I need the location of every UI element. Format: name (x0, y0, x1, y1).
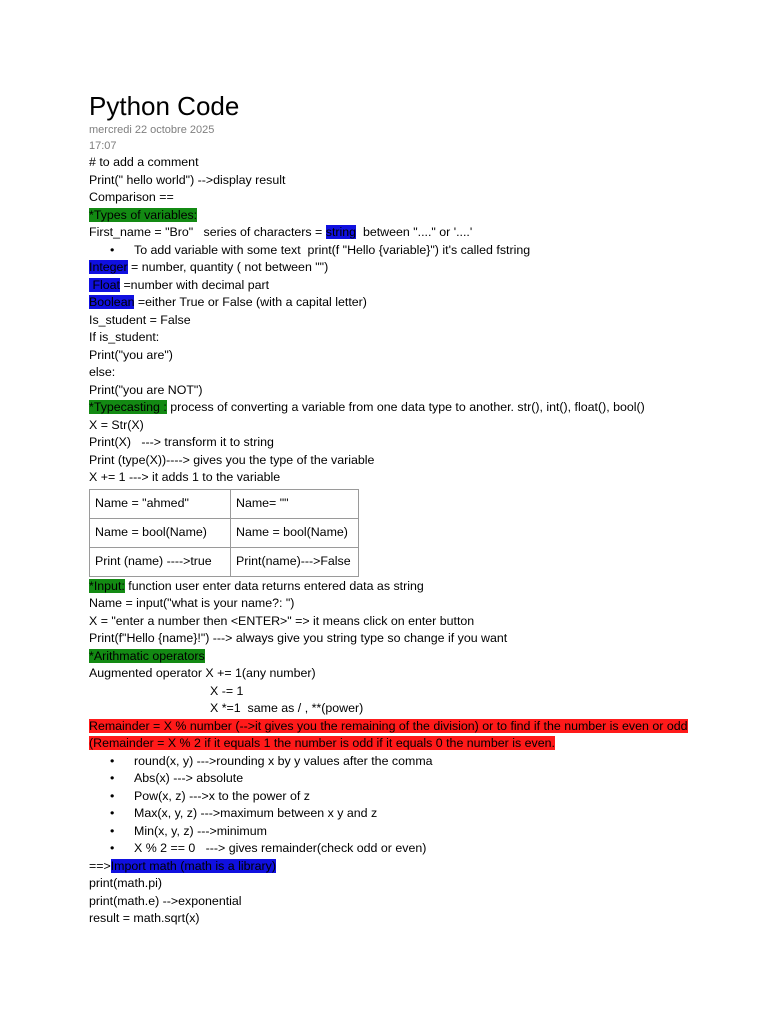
bullet-list-functions (89, 753, 689, 858)
note-line[interactable]: else: (89, 365, 116, 379)
note-line[interactable]: Augmented operator X += 1(any number) (89, 666, 316, 680)
note-paragraph-remainder[interactable] (89, 718, 689, 753)
list-item-text: Min(x, y, z) --->minimum (134, 823, 267, 838)
list-item[interactable] (110, 753, 689, 771)
note-line[interactable]: Print (type(X))----> gives you the type of the variable (89, 452, 375, 467)
note-line[interactable] (89, 399, 689, 417)
note-line[interactable] (89, 578, 689, 596)
example-table (89, 489, 359, 577)
bullet-icon: • (110, 242, 115, 257)
bullet-icon: • (110, 806, 115, 820)
heading-arithmatic-operators: *Arithmatic operators (89, 648, 205, 663)
note-line[interactable] (89, 224, 689, 242)
list-item-text: Abs(x) ---> absolute (134, 771, 244, 785)
bullet-icon: • (110, 771, 115, 785)
list-item[interactable] (110, 823, 689, 841)
text-segment: =either True or False (with a capital letter) (134, 295, 367, 309)
page-content (89, 90, 689, 928)
note-line[interactable] (89, 858, 689, 876)
note-line[interactable]: Comparison == (89, 190, 174, 204)
note-line[interactable] (89, 277, 689, 295)
note-line[interactable]: Print(" hello world") -->display result (89, 172, 286, 187)
list-item[interactable] (110, 242, 689, 260)
text-segment: process of converting a variable from one data type to another. str(), int(), float(), bool() (166, 400, 645, 414)
note-line[interactable]: result = math.sqrt(x) (89, 911, 200, 925)
list-item-text: Max(x, y, z) --->maximum between x y and z (134, 806, 378, 820)
table-row (90, 489, 359, 518)
heading-typecasting: *Typecasting : (89, 400, 167, 414)
list-item-text: X % 2 == 0 ---> gives remainder(check odd or even) (134, 841, 427, 855)
list-item-text: To add variable with some text print(f "Hello {variable}") it's called fstring (134, 242, 531, 257)
note-line[interactable]: If is_student: (89, 330, 160, 344)
list-item[interactable] (110, 840, 689, 858)
heading-input: *Input: (89, 578, 125, 593)
note-line[interactable] (89, 648, 689, 666)
bullet-list (89, 242, 689, 260)
text-segment: =number with decimal part (120, 277, 270, 292)
table-cell[interactable]: Name = bool(Name) (231, 518, 359, 547)
list-item[interactable] (110, 770, 689, 788)
heading-types-of-variables: *Types of variables: (89, 207, 198, 222)
note-line[interactable]: print(math.pi) (89, 876, 162, 890)
note-line[interactable] (89, 294, 689, 312)
note-line[interactable]: # to add a comment (89, 155, 199, 169)
highlight-remainder: Remainder = X % number (-->it gives you the remaining of the division) or to find if the number is even or odd (Remainder = X % 2 if it equals 1 the number is odd if it equals 0 the number is even. (89, 718, 688, 750)
table-cell[interactable]: Print (name) ---->true (90, 547, 231, 576)
note-line[interactable]: X = Str(X) (89, 417, 144, 432)
note-line[interactable]: print(math.e) -->exponential (89, 893, 242, 908)
note-line[interactable] (89, 207, 689, 225)
highlight-string: string (325, 225, 357, 239)
note-line[interactable]: X -= 1 (210, 683, 244, 698)
note-line[interactable]: Print(f"Hello {name}!") ---> always give you string type so change if you want (89, 631, 508, 645)
table-row (90, 518, 359, 547)
text-segment: between "...." or '....' (356, 225, 473, 239)
note-line[interactable]: Print("you are NOT") (89, 382, 203, 397)
page-time: 17:07 (89, 140, 117, 152)
note-line[interactable]: Print("you are") (89, 347, 173, 362)
note-line[interactable]: X *=1 same as / , **(power) (210, 701, 364, 715)
note-line[interactable]: X += 1 ---> it adds 1 to the variable (89, 470, 281, 484)
list-item[interactable] (110, 805, 689, 823)
page-title[interactable]: Python Code (89, 91, 240, 121)
page-date: mercredi 22 octobre 2025 (89, 124, 215, 136)
text-segment: First_name = "Bro" series of characters = (89, 225, 326, 239)
note-line[interactable] (89, 259, 689, 277)
list-item-text: Pow(x, z) --->x to the power of z (134, 788, 310, 803)
highlight-boolean: Boolean (89, 295, 135, 309)
highlight-float: Float (89, 277, 120, 292)
bullet-icon: • (110, 753, 115, 768)
list-item[interactable] (110, 788, 689, 806)
note-line[interactable]: X = "enter a number then <ENTER>" => it means click on enter button (89, 613, 475, 628)
note-line[interactable]: Is_student = False (89, 312, 191, 327)
table-cell[interactable]: Name = bool(Name) (90, 518, 231, 547)
table-cell[interactable]: Name = "ahmed" (90, 489, 231, 518)
list-item-text: round(x, y) --->rounding x by y values after the comma (134, 753, 433, 768)
note-line[interactable]: Print(X) ---> transform it to string (89, 435, 274, 449)
highlight-integer: Integer (89, 260, 128, 274)
note-line[interactable]: Name = input("what is your name?: ") (89, 596, 295, 610)
table-row (90, 547, 359, 576)
bullet-icon: • (110, 841, 115, 855)
highlight-import-math: Import math (math is a library) (110, 858, 276, 873)
bullet-icon: • (110, 823, 115, 838)
text-segment: = number, quantity ( not between "") (127, 260, 329, 274)
table-cell[interactable]: Name= "" (231, 489, 359, 518)
text-segment: ==> (89, 858, 111, 873)
table-cell[interactable]: Print(name)--->False (231, 547, 359, 576)
text-segment: function user enter data returns entered data as string (124, 578, 424, 593)
bullet-icon: • (110, 788, 115, 803)
